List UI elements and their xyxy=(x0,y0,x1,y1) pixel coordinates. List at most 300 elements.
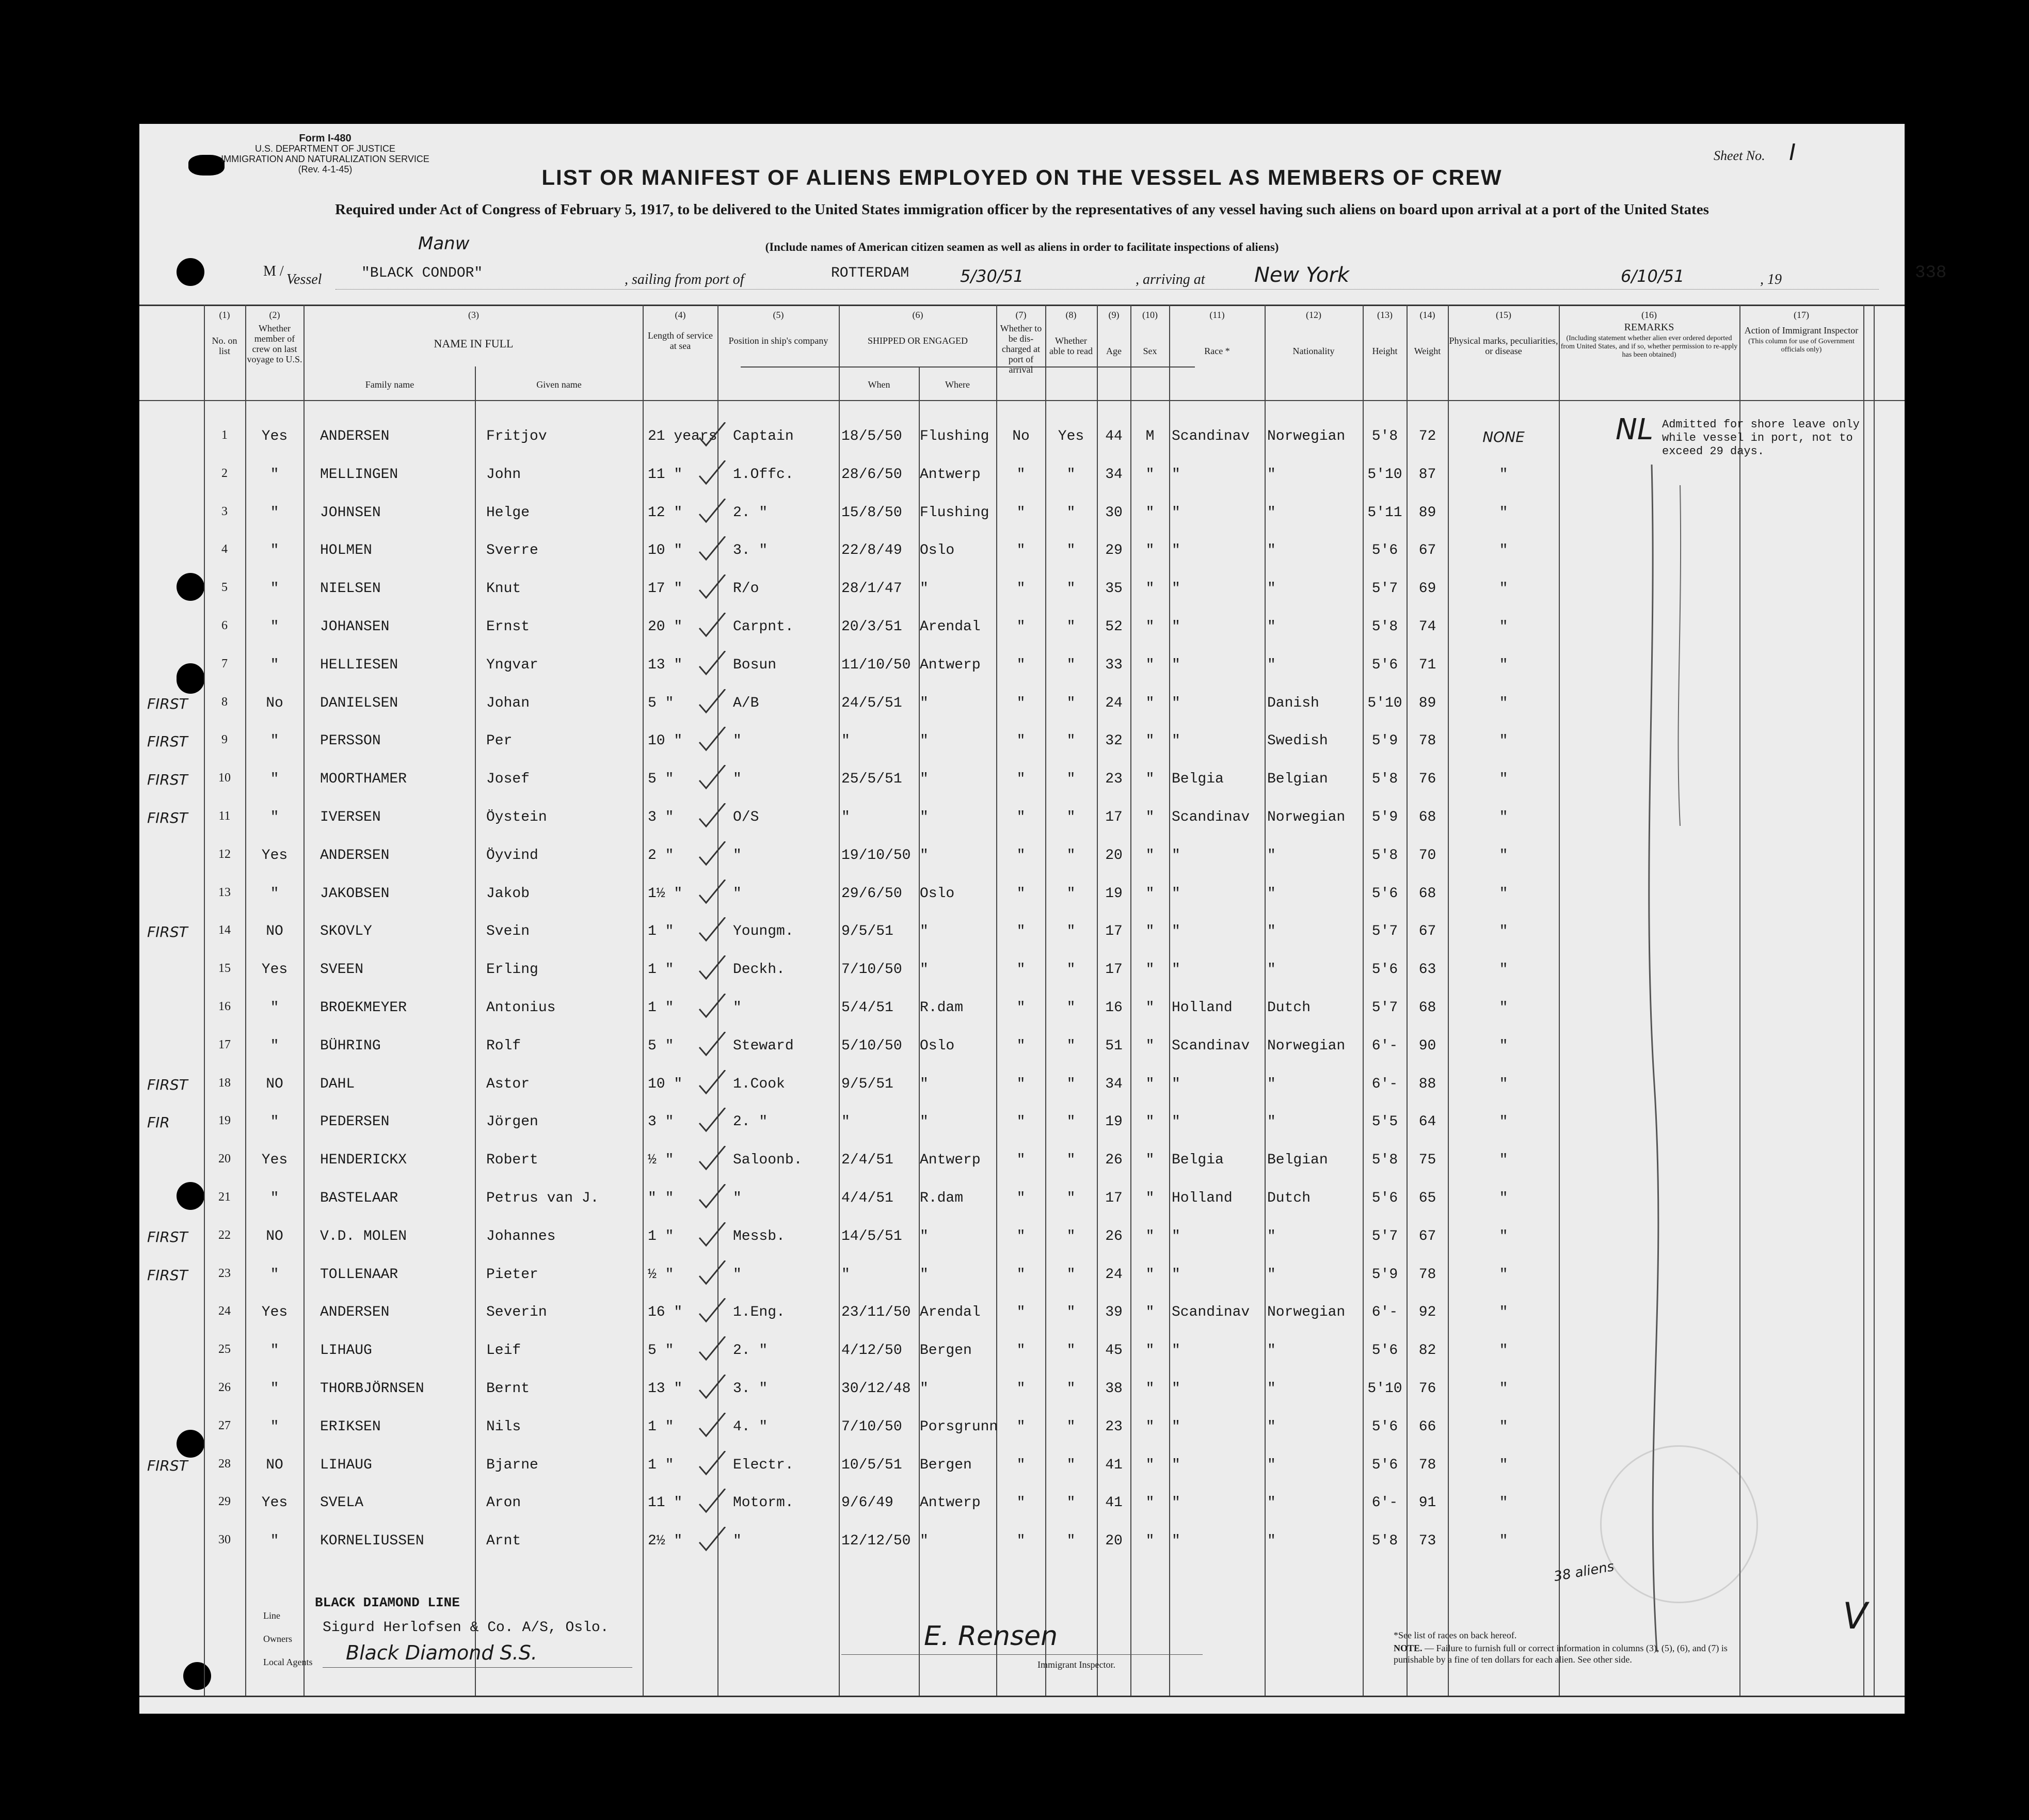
cell-svc: 5 " xyxy=(648,1343,674,1359)
cell-sex: " xyxy=(1145,1076,1155,1092)
cell-ht: 5'8 xyxy=(1371,1533,1398,1549)
cell-when: 28/6/50 xyxy=(841,467,902,483)
check-mark-icon xyxy=(697,1336,728,1362)
col-num: (1) xyxy=(219,310,230,320)
vessel-label: Vessel xyxy=(286,272,322,288)
cell-pos: " xyxy=(733,1190,742,1206)
cell-giv: Erling xyxy=(486,962,538,978)
cell-read: " xyxy=(1066,505,1076,521)
cell-fam: V.D. MOLEN xyxy=(320,1228,407,1244)
cell-race: " xyxy=(1172,848,1180,864)
cell-svc: ½ " xyxy=(648,1152,674,1168)
cell-dis: " xyxy=(1016,1076,1026,1092)
cell-dis: " xyxy=(1016,695,1026,711)
cell-where: Arendal xyxy=(920,619,981,635)
col-num: (12) xyxy=(1306,310,1321,320)
cell-wt: 69 xyxy=(1418,581,1436,597)
cell-read: " xyxy=(1066,1038,1076,1054)
col-header-discharged xyxy=(997,310,1045,375)
cell-where: " xyxy=(920,771,929,787)
check-mark-icon xyxy=(697,1451,728,1477)
cell-when: 24/5/51 xyxy=(841,695,902,711)
cell-prev: " xyxy=(270,1533,279,1549)
cell-age: 34 xyxy=(1105,1076,1123,1092)
cell-when: 25/5/51 xyxy=(841,771,902,787)
table-top-rule xyxy=(139,305,1905,306)
cell-prev: " xyxy=(270,1190,279,1206)
cell-prev: NO xyxy=(266,1457,283,1473)
cell-nat: " xyxy=(1267,1114,1276,1130)
cell-age: 23 xyxy=(1105,1419,1123,1435)
footer-agents-label: Local Agents xyxy=(263,1657,313,1667)
cell-wt: 89 xyxy=(1418,505,1436,521)
cell-prev: " xyxy=(270,1038,279,1054)
cell-age: 16 xyxy=(1105,1000,1123,1016)
cell-wt: 73 xyxy=(1418,1533,1436,1549)
cell-svc: 1 " xyxy=(648,1228,674,1244)
check-mark-icon xyxy=(697,499,728,524)
cell-nat: " xyxy=(1267,1381,1276,1397)
cell-svc: 13 " xyxy=(648,1381,683,1397)
cell-n: 29 xyxy=(218,1495,231,1508)
cell-wt: 82 xyxy=(1418,1343,1436,1359)
col-header-nationality xyxy=(1266,310,1362,356)
cell-race: " xyxy=(1172,1457,1180,1473)
cell-svc: 3 " xyxy=(648,1114,674,1130)
cell-svc: 1 " xyxy=(648,1419,674,1435)
cell-age: 44 xyxy=(1105,428,1123,444)
cell-where: Oslo xyxy=(920,542,955,558)
col-label: Age xyxy=(1106,346,1122,356)
cell-age: 38 xyxy=(1105,1381,1123,1397)
cell-where: " xyxy=(920,809,929,825)
col-header-remarks xyxy=(1560,310,1738,359)
count-note: 38 aliens xyxy=(1553,1559,1616,1585)
remarks-line: exceed 29 days. xyxy=(1662,445,1765,458)
cell-prev: " xyxy=(270,886,279,902)
check-mark-icon xyxy=(697,689,728,715)
cell-fam: DANIELSEN xyxy=(320,695,398,711)
cell-marks: " xyxy=(1499,1304,1508,1320)
cell-race: Belgia xyxy=(1172,771,1224,787)
cell-marks: " xyxy=(1499,1152,1508,1168)
col-header-shipped xyxy=(840,310,996,346)
cell-fam: MOORTHAMER xyxy=(320,771,407,787)
cell-age: 20 xyxy=(1105,848,1123,864)
cell-age: 35 xyxy=(1105,581,1123,597)
vessel-annotation: Manw xyxy=(418,233,470,254)
cell-when: 23/11/50 xyxy=(841,1304,911,1320)
cell-nat: Norwegian xyxy=(1267,809,1346,825)
col-label: SHIPPED OR ENGAGED xyxy=(867,336,968,346)
cell-pos: Saloonb. xyxy=(733,1152,803,1168)
cell-dis: " xyxy=(1016,886,1026,902)
cell-when: 5/4/51 xyxy=(841,1000,893,1016)
cell-race: " xyxy=(1172,733,1180,749)
cell-pos: 1.Offc. xyxy=(733,467,794,483)
cell-where: Arendal xyxy=(920,1304,981,1320)
cell-marks: " xyxy=(1499,467,1508,483)
cell-where: " xyxy=(920,1076,929,1092)
cell-age: 19 xyxy=(1105,1114,1123,1130)
cell-race: " xyxy=(1172,467,1180,483)
cell-prev: " xyxy=(270,1419,279,1435)
cell-sex: " xyxy=(1145,1457,1155,1473)
cell-n: 26 xyxy=(218,1381,231,1394)
cell-pos: 3. " xyxy=(733,1381,768,1397)
cell-where: " xyxy=(920,1533,929,1549)
header-subrule xyxy=(741,366,1195,368)
cell-age: 32 xyxy=(1105,733,1123,749)
check-mark-icon xyxy=(697,765,728,791)
cell-prev: Yes xyxy=(261,428,288,444)
cell-sex: " xyxy=(1145,1228,1155,1244)
inspector-signature: E. Rensen xyxy=(924,1621,1058,1652)
col-label: REMARKS xyxy=(1624,322,1674,333)
cell-giv: Svein xyxy=(486,923,530,939)
cell-dis: " xyxy=(1016,1343,1026,1359)
cell-fam: NIELSEN xyxy=(320,581,381,597)
col-header-action xyxy=(1740,310,1862,354)
cell-fam: BASTELAAR xyxy=(320,1190,398,1206)
cell-fam: ANDERSEN xyxy=(320,1304,390,1320)
col-header-prev xyxy=(247,310,302,364)
cell-marks: " xyxy=(1499,733,1508,749)
col-label: Action of Immigrant Inspector xyxy=(1744,325,1859,336)
cell-marks: " xyxy=(1499,1343,1508,1359)
cell-pos: " xyxy=(733,848,742,864)
cell-prev: Yes xyxy=(261,1152,288,1168)
cell-giv: Jakob xyxy=(486,886,530,902)
cell-nat: " xyxy=(1267,1495,1276,1511)
cell-age: 39 xyxy=(1105,1304,1123,1320)
first-voyage-mark: FIRST xyxy=(147,1076,188,1093)
cell-svc: 21 years xyxy=(648,428,717,444)
cell-read: " xyxy=(1066,1076,1076,1092)
cell-n: 22 xyxy=(218,1228,231,1242)
first-voyage-mark: FIRST xyxy=(147,771,188,788)
cell-race: Belgia xyxy=(1172,1152,1224,1168)
cell-dis: No xyxy=(1012,428,1030,444)
cell-giv: Yngvar xyxy=(486,657,538,673)
cell-sex: " xyxy=(1145,1267,1155,1283)
cell-giv: Petrus van J. xyxy=(486,1190,599,1206)
cell-pos: Carpnt. xyxy=(733,619,794,635)
cell-wt: 70 xyxy=(1418,848,1436,864)
cell-giv: Ernst xyxy=(486,619,530,635)
vessel-underline xyxy=(335,289,1879,290)
cell-age: 33 xyxy=(1105,657,1123,673)
col-label: Whether member of crew on last voyage to U.S. xyxy=(247,323,302,364)
col-header-height xyxy=(1364,310,1406,356)
cell-n: 4 xyxy=(221,542,228,556)
cell-where: " xyxy=(920,848,929,864)
cell-giv: Öystein xyxy=(486,809,547,825)
cell-marks: " xyxy=(1499,619,1508,635)
col-header-no xyxy=(206,310,243,356)
cell-ht: 5'7 xyxy=(1371,923,1398,939)
first-voyage-mark: FIRST xyxy=(147,1228,188,1246)
cell-prev: NO xyxy=(266,1228,283,1244)
cell-svc: 16 " xyxy=(648,1304,683,1320)
cell-giv: Robert xyxy=(486,1152,538,1168)
cell-pos: Bosun xyxy=(733,657,777,673)
cell-n: 3 xyxy=(221,505,228,518)
cell-n: 10 xyxy=(218,771,231,785)
footer-owners-label: Owners xyxy=(263,1634,292,1644)
cell-prev: " xyxy=(270,771,279,787)
cell-marks: " xyxy=(1499,1114,1508,1130)
cell-fam: TOLLENAAR xyxy=(320,1267,398,1283)
cell-n: 19 xyxy=(218,1114,231,1127)
cell-where: " xyxy=(920,1228,929,1244)
cell-nat: Swedish xyxy=(1267,733,1328,749)
page-note: (Include names of American citizen seamen as well as aliens in order to facilitate inspections of aliens) xyxy=(765,241,1279,253)
cell-marks: " xyxy=(1499,505,1508,521)
cell-pos: 1.Cook xyxy=(733,1076,785,1092)
col-header-given: Given name xyxy=(536,379,582,390)
cell-n: 14 xyxy=(218,923,231,937)
cell-pos: R/o xyxy=(733,581,759,597)
cell-fam: MELLINGEN xyxy=(320,467,398,483)
cell-race: " xyxy=(1172,695,1180,711)
cell-prev: NO xyxy=(266,923,283,939)
cell-where: Bergen xyxy=(920,1343,972,1359)
cell-marks: " xyxy=(1499,542,1508,558)
cell-dis: " xyxy=(1016,619,1026,635)
cell-race: " xyxy=(1172,1114,1180,1130)
cell-age: 23 xyxy=(1105,771,1123,787)
cell-race: " xyxy=(1172,505,1180,521)
cell-wt: 89 xyxy=(1418,695,1436,711)
cell-when: 29/6/50 xyxy=(841,886,902,902)
cell-wt: 78 xyxy=(1418,1457,1436,1473)
cell-sex: " xyxy=(1145,1533,1155,1549)
cell-svc: 5 " xyxy=(648,695,674,711)
cell-ht: 5'10 xyxy=(1367,1381,1402,1397)
cell-pos: " xyxy=(733,1000,742,1016)
col-num: (9) xyxy=(1108,310,1120,320)
cell-read: " xyxy=(1066,1152,1076,1168)
cell-giv: Per xyxy=(486,733,513,749)
cell-n: 30 xyxy=(218,1533,231,1546)
cell-marks: " xyxy=(1499,1228,1508,1244)
cell-nat: " xyxy=(1267,581,1276,597)
cell-nat: Belgian xyxy=(1267,1152,1328,1168)
cell-where: " xyxy=(920,962,929,978)
cell-svc: 11 " xyxy=(648,1495,683,1511)
check-mark-icon xyxy=(697,1375,728,1400)
cell-dis: " xyxy=(1016,1152,1026,1168)
cell-age: 41 xyxy=(1105,1457,1123,1473)
cell-sex: " xyxy=(1145,619,1155,635)
cell-marks: " xyxy=(1499,962,1508,978)
cell-dis: " xyxy=(1016,1419,1026,1435)
check-mark-icon xyxy=(697,1260,728,1286)
cell-dis: " xyxy=(1016,1228,1026,1244)
cell-fam: ANDERSEN xyxy=(320,848,390,864)
cell-svc: 11 " xyxy=(648,467,683,483)
cell-n: 27 xyxy=(218,1419,231,1432)
cell-giv: Johannes xyxy=(486,1228,556,1244)
cell-nat: " xyxy=(1267,1533,1276,1549)
cell-sex: " xyxy=(1145,733,1155,749)
col-num: (2) xyxy=(269,310,280,320)
faint-stamp xyxy=(1600,1445,1758,1603)
cell-ht: 5'5 xyxy=(1371,1114,1398,1130)
cell-when: " xyxy=(841,1114,850,1130)
cell-race: " xyxy=(1172,923,1180,939)
cell-when: 4/4/51 xyxy=(841,1190,893,1206)
col-header-family: Family name xyxy=(365,379,414,390)
cell-dis: " xyxy=(1016,1495,1026,1511)
vessel-line xyxy=(263,263,1947,289)
col-label: No. on list xyxy=(212,336,237,356)
col-header-position xyxy=(718,310,838,346)
cell-when: 18/5/50 xyxy=(841,428,902,444)
cell-wt: 92 xyxy=(1418,1304,1436,1320)
cell-when: 28/1/47 xyxy=(841,581,902,597)
cell-prev: " xyxy=(270,1381,279,1397)
punch-hole xyxy=(177,258,204,286)
cell-age: 30 xyxy=(1105,505,1123,521)
cell-race: " xyxy=(1172,1228,1180,1244)
cell-dis: " xyxy=(1016,505,1026,521)
cell-nat: " xyxy=(1267,923,1276,939)
cell-dis: " xyxy=(1016,1533,1026,1549)
cell-wt: 67 xyxy=(1418,542,1436,558)
cell-age: 19 xyxy=(1105,886,1123,902)
cell-n: 1 xyxy=(221,428,228,442)
cell-sex: " xyxy=(1145,1152,1155,1168)
cell-sex: " xyxy=(1145,923,1155,939)
cell-nat: " xyxy=(1267,1228,1276,1244)
cell-age: 26 xyxy=(1105,1228,1123,1244)
cell-sex: " xyxy=(1145,1495,1155,1511)
cell-when: 9/5/51 xyxy=(841,1076,893,1092)
cell-prev: " xyxy=(270,542,279,558)
sheet-number-label: Sheet No. xyxy=(1714,148,1765,163)
cell-where: R.dam xyxy=(920,1000,964,1016)
cell-giv: Astor xyxy=(486,1076,530,1092)
cell-ht: 5'10 xyxy=(1367,467,1402,483)
cell-ht: 5'6 xyxy=(1371,886,1398,902)
cell-giv: Bernt xyxy=(486,1381,530,1397)
cell-read: " xyxy=(1066,923,1076,939)
col-num: (10) xyxy=(1142,310,1158,320)
cell-read: " xyxy=(1066,809,1076,825)
cell-ht: 6'- xyxy=(1371,1495,1398,1511)
cell-dis: " xyxy=(1016,1038,1026,1054)
cell-giv: Pieter xyxy=(486,1267,538,1283)
cell-prev: " xyxy=(270,467,279,483)
cell-pos: " xyxy=(733,1533,742,1549)
cell-read: " xyxy=(1066,962,1076,978)
footer-note-label: NOTE. xyxy=(1394,1643,1423,1653)
cell-read: " xyxy=(1066,619,1076,635)
cell-read: " xyxy=(1066,1457,1076,1473)
cell-race: " xyxy=(1172,962,1180,978)
cell-wt: 72 xyxy=(1418,428,1436,444)
cell-age: 41 xyxy=(1105,1495,1123,1511)
cell-race: " xyxy=(1172,1343,1180,1359)
cell-prev: " xyxy=(270,809,279,825)
cell-fam: HENDERICKX xyxy=(320,1152,407,1168)
cell-where: Antwerp xyxy=(920,1152,981,1168)
cell-sex: " xyxy=(1145,962,1155,978)
cell-pos: Messb. xyxy=(733,1228,785,1244)
cell-ht: 5'8 xyxy=(1371,428,1398,444)
footer-line-label: Line xyxy=(263,1610,280,1621)
cell-when: 7/10/50 xyxy=(841,962,902,978)
cell-pos: " xyxy=(733,733,742,749)
footer-note-text: — Failure to furnish full or correct information in columns (3), (5), (6), and (7) is punishable by a fine of ten dollars for each alien. See other side. xyxy=(1394,1643,1728,1665)
cell-marks: " xyxy=(1499,695,1508,711)
cell-giv: Arnt xyxy=(486,1533,521,1549)
department: U.S. DEPARTMENT OF JUSTICE xyxy=(254,143,396,154)
col-num: (14) xyxy=(1419,310,1435,320)
cell-where: " xyxy=(920,1267,929,1283)
cell-fam: SVELA xyxy=(320,1495,364,1511)
cell-dis: " xyxy=(1016,1190,1026,1206)
races-note: *See list of races on back hereof. xyxy=(1394,1630,1517,1640)
cell-race: Scandinav xyxy=(1172,1038,1250,1054)
page-subtitle: Required under Act of Congress of February 5, 1917, to be delivered to the United States immigration officer by the representatives of any vessel having such aliens on board upon arrival at a port of the United States xyxy=(335,201,1709,218)
cell-n: 5 xyxy=(221,581,228,594)
cell-race: Holland xyxy=(1172,1190,1233,1206)
check-mark-icon xyxy=(697,1413,728,1439)
cell-where: R.dam xyxy=(920,1190,964,1206)
cell-read: " xyxy=(1066,1495,1076,1511)
col-num: (17) xyxy=(1794,310,1809,320)
cell-where: " xyxy=(920,581,929,597)
col-num: (6) xyxy=(912,310,923,320)
cell-pos: " xyxy=(733,1267,742,1283)
check-mark-icon xyxy=(697,1146,728,1172)
cell-when: 9/6/49 xyxy=(841,1495,893,1511)
cell-wt: 65 xyxy=(1418,1190,1436,1206)
cell-prev: NO xyxy=(266,1076,283,1092)
cell-when: 20/3/51 xyxy=(841,619,902,635)
cell-read: " xyxy=(1066,733,1076,749)
col-note: (Including statement whether alien ever ordered deported from United States, and if so, whether permission to re-apply has been obtained) xyxy=(1560,334,1738,359)
check-mark-icon xyxy=(697,917,728,943)
cell-nat: " xyxy=(1267,1457,1276,1473)
col-label: Height xyxy=(1372,346,1398,356)
punch-hole xyxy=(183,1662,211,1690)
cell-read: " xyxy=(1066,1228,1076,1244)
cell-marks: " xyxy=(1499,1190,1508,1206)
cell-pos: Steward xyxy=(733,1038,794,1054)
cell-sex: " xyxy=(1145,542,1155,558)
vessel-prefix: M / xyxy=(263,263,284,279)
cell-prev: Yes xyxy=(261,962,288,978)
cell-dis: " xyxy=(1016,1267,1026,1283)
check-mark-icon xyxy=(697,536,728,562)
sailing-port: ROTTERDAM xyxy=(831,265,909,281)
cell-when: 2/4/51 xyxy=(841,1152,893,1168)
cell-n: 15 xyxy=(218,962,231,975)
cell-where: " xyxy=(920,733,929,749)
cell-when: 30/12/48 xyxy=(841,1381,911,1397)
cell-read: " xyxy=(1066,1343,1076,1359)
cell-nat: " xyxy=(1267,886,1276,902)
first-voyage-mark: FIRST xyxy=(147,733,188,750)
cell-prev: " xyxy=(270,619,279,635)
col-header-where: Where xyxy=(945,379,970,390)
cell-svc: 1 " xyxy=(648,962,674,978)
cell-svc: 2½ " xyxy=(648,1533,683,1549)
